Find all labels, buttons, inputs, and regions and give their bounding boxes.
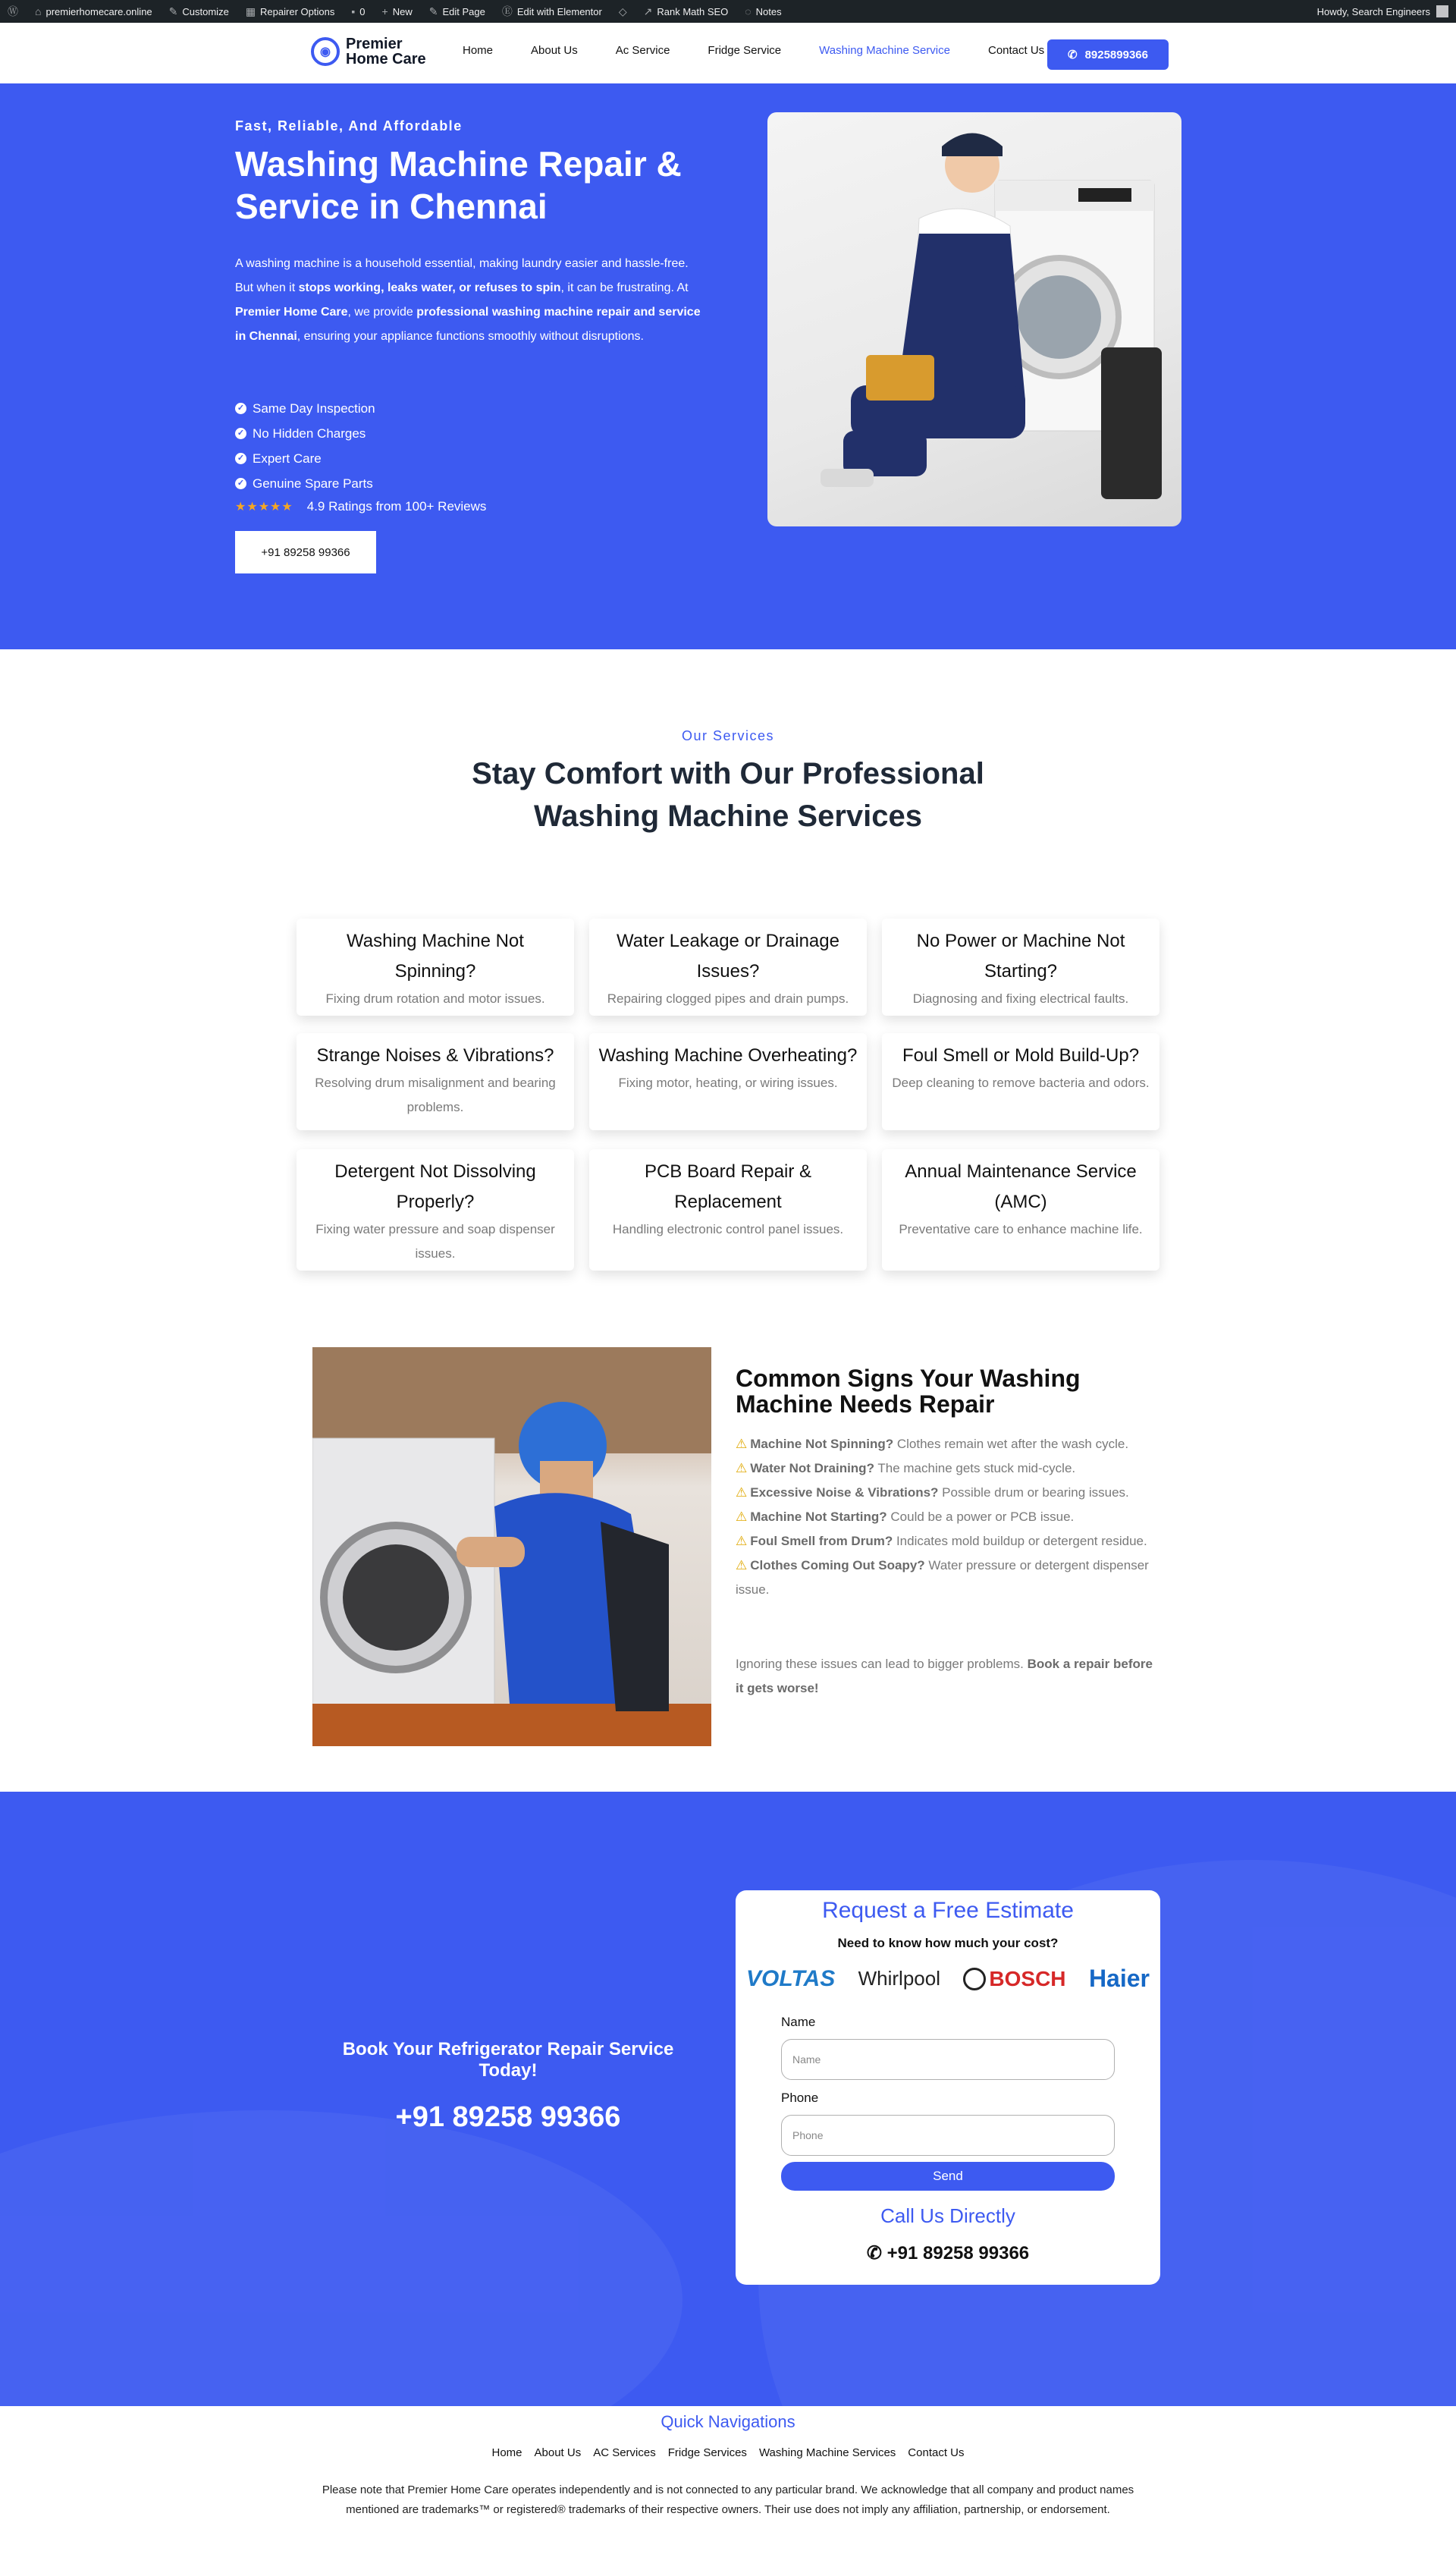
header-phone-button[interactable]: ✆ 8925899366: [1047, 39, 1169, 70]
admin-customize-link[interactable]: ✎ Customize: [168, 5, 229, 17]
service-card-desc: Preventative care to enhance machine life.: [899, 1222, 1143, 1236]
service-card[interactable]: [589, 1033, 867, 1130]
service-card-title: Washing Machine Not Spinning?: [347, 931, 524, 982]
service-card-desc: Handling electronic control panel issues.: [612, 1222, 844, 1236]
hero-description: A washing machine is a household essential, making laundry easier and hassle-free. But when it stops working, leaks water, or refuses to spin, it can be frustrating. At Premier Home Care, we provide professional washing machine repair and service in Chennai, ensuring your appliance functions smoothly without disruptions.: [235, 257, 701, 343]
service-card[interactable]: [297, 919, 574, 1016]
admin-new-link[interactable]: + New: [381, 5, 413, 17]
admin-edit-page-link[interactable]: ✎ Edit Page: [428, 5, 485, 17]
footer-nav-home[interactable]: Home: [491, 2446, 522, 2459]
haier-logo: Haier: [1088, 1965, 1150, 1992]
nav-ac-service[interactable]: Ac Service: [615, 44, 670, 57]
signs-title: Common Signs Your Washing Machine Needs Repair: [736, 1365, 1081, 1418]
estimate-form: [736, 1890, 1160, 2285]
pencil-icon: ✎: [428, 5, 438, 17]
service-card[interactable]: [297, 1033, 574, 1130]
avatar: [1436, 5, 1448, 17]
hero-title: Washing Machine Repair & Service in Chennai: [235, 144, 682, 226]
footer-disclaimer: Please note that Premier Home Care operates independently and is not connected to any particular brand. We acknowledge that all company and product names mentioned are trademarks™ or registered® trademarks of their respective owners. Their use does not imply any affiliation, partnership, or endorsement.: [322, 2483, 1134, 2516]
service-card[interactable]: [297, 1149, 574, 1271]
nav-home[interactable]: Home: [463, 44, 494, 57]
sign-item: ⚠ Clothes Coming Out Soapy? Water pressure or detergent dispenser issue.: [736, 1558, 1149, 1597]
footer-nav-contact[interactable]: Contact Us: [908, 2446, 965, 2459]
hero-feature: ✓ Same Day Inspection: [235, 396, 375, 421]
service-card[interactable]: [882, 1149, 1159, 1271]
call-directly-title: Call Us Directly: [880, 2204, 1015, 2227]
bosch-logo: BOSCH: [963, 1967, 1065, 1991]
site-logo[interactable]: [311, 36, 426, 67]
phone-icon: ✆: [866, 2243, 882, 2264]
hero-illustration: [767, 112, 1181, 526]
sign-item: ⚠ Foul Smell from Drum? Indicates mold buildup or detergent residue.: [736, 1534, 1147, 1548]
name-input[interactable]: [781, 2039, 1115, 2080]
logo-icon: ◉: [311, 37, 340, 66]
service-card-desc: Fixing water pressure and soap dispenser issues.: [315, 1222, 555, 1261]
admin-bar: [0, 0, 1456, 23]
hero-section: [0, 83, 1456, 649]
service-card-title: PCB Board Repair & Replacement: [644, 1161, 812, 1212]
services-kicker: Our Services: [681, 728, 775, 743]
form-subtitle: Need to know how much your cost?: [837, 1936, 1059, 1950]
admin-elementor-link[interactable]: Ⓔ Edit with Elementor: [501, 5, 602, 17]
nav-fridge-service[interactable]: Fridge Service: [708, 44, 782, 57]
service-card[interactable]: [882, 919, 1159, 1016]
chart-icon: ↗: [643, 5, 653, 17]
sign-item: ⚠ Machine Not Spinning? Clothes remain wet after the wash cycle.: [736, 1437, 1129, 1451]
main-nav: [463, 44, 1082, 57]
logo-line2: Home Care: [346, 51, 426, 68]
signs-note: Ignoring these issues can lead to bigger problems. Book a repair before it gets worse!: [736, 1657, 1153, 1695]
warning-icon: ⚠: [736, 1510, 748, 1524]
sign-item: ⚠ Excessive Noise & Vibrations? Possible drum or bearing issues.: [736, 1485, 1129, 1500]
nav-contact[interactable]: Contact Us: [987, 44, 1045, 57]
send-button[interactable]: Send: [781, 2162, 1115, 2191]
service-card-desc: Fixing motor, heating, or wiring issues.: [618, 1076, 838, 1090]
hero-feature: ✓ No Hidden Charges: [235, 421, 375, 446]
call-directly-phone[interactable]: ✆ +91 89258 99366: [866, 2243, 1030, 2264]
hero-tagline: Fast, Reliable, And Affordable: [235, 118, 463, 134]
hero-rating: ★★★★★ 4.9 Ratings from 100+ Reviews: [235, 499, 487, 514]
chat-icon: ◌: [745, 5, 752, 17]
service-card-desc: Resolving drum misalignment and bearing problems.: [315, 1076, 556, 1114]
check-icon: ✓: [235, 428, 246, 439]
footer-title: Quick Navigations: [661, 2412, 795, 2431]
admin-notes-link[interactable]: ◌ Notes: [745, 5, 782, 17]
nav-about[interactable]: About Us: [531, 44, 578, 57]
sign-item: ⚠ Machine Not Starting? Could be a power or PCB issue.: [736, 1510, 1075, 1524]
service-card-title: Annual Maintenance Service (AMC): [905, 1161, 1137, 1212]
phone-icon: ✆: [1067, 49, 1078, 61]
warning-icon: ⚠: [736, 1485, 748, 1500]
service-card-title: Foul Smell or Mold Build-Up?: [902, 1045, 1140, 1066]
warning-icon: ⚠: [736, 1558, 748, 1572]
service-card-title: Strange Noises & Vibrations?: [316, 1045, 554, 1066]
rating-stars-icon: ★★★★★: [235, 501, 293, 514]
service-card-title: Washing Machine Overheating?: [598, 1045, 858, 1066]
service-card[interactable]: [882, 1033, 1159, 1130]
hero-call-button[interactable]: +91 89258 99366: [235, 531, 376, 573]
decorative-wave: [0, 2110, 682, 2406]
estimate-section: [0, 1792, 1456, 2406]
warning-icon: ⚠: [736, 1437, 748, 1451]
footer-nav-about[interactable]: About Us: [534, 2446, 582, 2459]
name-label: Name: [781, 2015, 816, 2029]
check-icon: ✓: [235, 403, 246, 414]
service-card-desc: Diagnosing and fixing electrical faults.: [912, 991, 1129, 1006]
hero-feature-list: [235, 396, 375, 496]
hero-feature: ✓ Expert Care: [235, 446, 375, 471]
technician-repair-image: [312, 1347, 711, 1746]
service-card-desc: Deep cleaning to remove bacteria and odors.: [892, 1076, 1150, 1090]
service-card-title: Water Leakage or Drainage Issues?: [617, 931, 839, 982]
whirlpool-logo: Whirlpool: [858, 1967, 940, 1990]
footer-nav-ac[interactable]: AC Services: [593, 2446, 656, 2459]
service-card-desc: Repairing clogged pipes and drain pumps.: [607, 991, 849, 1006]
service-card-title: Detergent Not Dissolving Properly?: [334, 1161, 536, 1212]
hero-feature: ✓ Genuine Spare Parts: [235, 471, 375, 496]
admin-site-link[interactable]: ⌂ premierhomecare.online: [35, 5, 152, 17]
form-title: Request a Free Estimate: [822, 1898, 1074, 1923]
warning-icon: ⚠: [736, 1461, 748, 1475]
logo-line1: Premier: [346, 36, 403, 52]
admin-comments-link[interactable]: ▪ 0: [351, 5, 366, 17]
service-card[interactable]: [589, 1149, 867, 1271]
grid-icon: ▦: [245, 5, 256, 17]
phone-label: Phone: [781, 2091, 819, 2105]
signs-list: [736, 1432, 1160, 1602]
booking-title: Book Your Refrigerator Repair Service Today!: [342, 2039, 674, 2081]
site-header: [0, 23, 1456, 83]
admin-repairer-options-link[interactable]: ▦ Repairer Options: [245, 5, 335, 17]
diamond-icon: ◇: [618, 5, 627, 17]
wordpress-logo-icon[interactable]: Ⓦ: [8, 5, 18, 17]
service-card-title: No Power or Machine Not Starting?: [916, 931, 1125, 982]
home-icon: ⌂: [35, 5, 42, 17]
check-icon: ✓: [235, 478, 246, 489]
brand-logos: [746, 1965, 1150, 1993]
footer-nav: [0, 2446, 1456, 2459]
check-icon: ✓: [235, 453, 246, 464]
phone-input[interactable]: [781, 2115, 1115, 2156]
footer-nav-washing[interactable]: Washing Machine Services: [758, 2446, 896, 2459]
admin-account-menu[interactable]: Howdy, Search Engineers: [1317, 5, 1448, 17]
signs-illustration: [312, 1347, 711, 1746]
services-title: Stay Comfort with Our Professional Washing Machine Services: [472, 757, 984, 833]
sign-item: ⚠ Water Not Draining? The machine gets stuck mid-cycle.: [736, 1461, 1076, 1475]
service-card-desc: Fixing drum rotation and motor issues.: [325, 991, 545, 1006]
comment-icon: ▪: [351, 5, 356, 17]
plus-icon: +: [381, 5, 388, 17]
booking-phone[interactable]: +91 89258 99366: [395, 2101, 621, 2133]
voltas-logo: VOLTAS: [746, 1965, 836, 1991]
technician-washing-machine-image: [767, 112, 1181, 526]
brush-icon: ✎: [168, 5, 178, 17]
admin-diamond-link[interactable]: [619, 5, 627, 18]
warning-icon: ⚠: [736, 1534, 748, 1548]
elementor-icon: Ⓔ: [501, 5, 513, 17]
admin-rankmath-link[interactable]: ↗ Rank Math SEO: [643, 5, 729, 17]
footer-nav-fridge[interactable]: Fridge Services: [667, 2446, 747, 2459]
service-card[interactable]: [589, 919, 867, 1016]
nav-washing-machine-service[interactable]: Washing Machine Service: [819, 44, 950, 57]
bosch-ring-icon: [963, 1968, 986, 1990]
